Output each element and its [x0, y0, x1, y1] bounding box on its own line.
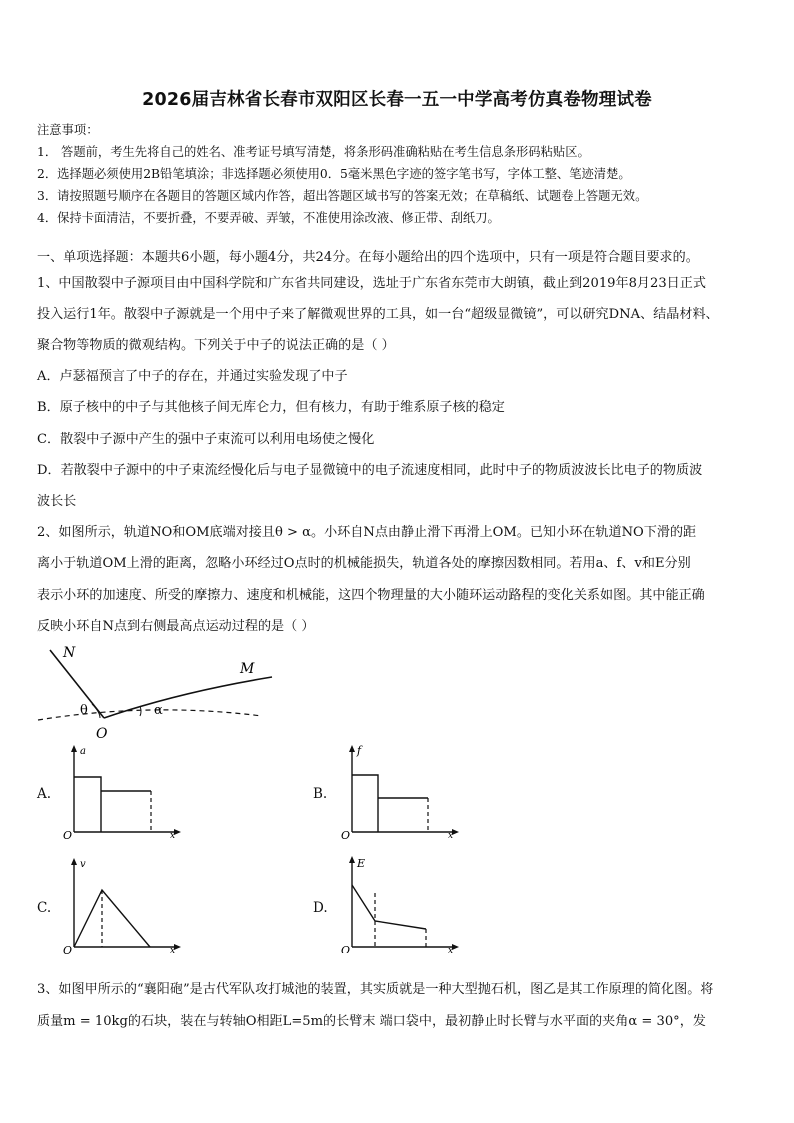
q2-line-4: 反映小环自N点到右侧最高点运动过程的是（ ）	[37, 619, 315, 634]
graph-c-xlabel: x	[170, 946, 176, 955]
notice-item-4: 4．保持卡面清洁，不要折叠，不要弄破、弄皱，不准使用涂改液、修正带、刮纸刀。	[37, 211, 500, 225]
graph-a-ylabel: a	[80, 746, 86, 757]
label-theta: θ	[80, 703, 88, 718]
q2-line-1: 2、如图所示，轨道NO和OM底端对接且θ > α。小环自N点由静止滑下再滑上OM。已知小环在轨道NO下滑的距	[37, 525, 697, 540]
section-heading: 一、单项选择题：本题共6小题，每小题4分，共24分。在每小题给出的四个选项中，只有一项是符合题目要求的。	[37, 250, 699, 265]
label-o: O	[96, 726, 108, 742]
graph-b-origin: O	[341, 829, 351, 842]
notice-item-1: 1． 答题前，考生先将自己的姓名、准考证号填写清楚，将条形码准确粘贴在考生信息条形码粘贴区。	[37, 145, 590, 159]
graph-d-option: D.	[313, 900, 328, 916]
q2-line-3: 表示小环的加速度、所受的摩擦力、速度和机械能，这四个物理量的大小随环运动路程的变化关系如图。其中能正确	[37, 588, 705, 603]
page-title: 2026届吉林省长春市双阳区长春一五一中学高考仿真卷物理试卷	[142, 90, 652, 110]
horizontal-dashed-line	[38, 710, 262, 720]
q1-line-2: 投入运行1年。散裂中子源就是一个用中子来了解微观世界的工具，如一台“超级显微镜”，可以研究DNA、结晶材料、	[37, 307, 719, 322]
notice-heading: 注意事项：	[37, 123, 99, 137]
graph-c-option: C.	[37, 900, 52, 916]
graph-d-xlabel: x	[448, 946, 454, 953]
graph-c-ylabel: v	[80, 859, 86, 870]
graph-a-xlabel: x	[170, 831, 176, 841]
q1-option-c: C．散裂中子源中产生的强中子束流可以利用电场使之慢化	[37, 432, 375, 447]
graph-c-origin: O	[63, 944, 73, 955]
q1-line-1: 1、中国散裂中子源项目由中国科学院和广东省共同建设，选址于广东省东莞市大朗镇，截止到2019年8月23日正式	[37, 276, 706, 291]
q3-line-1: 3、如图甲所示的“襄阳砲”是古代军队攻打城池的装置，其实质就是一种大型抛石机，图乙是其工作原理的简化图。将	[37, 982, 714, 997]
q3-line-2: 质量m = 10kg的石块，装在与转轴O相距L=5m的长臂末 端口袋中，最初静止时长臂与水平面的夹角α = 30°，发	[37, 1014, 706, 1029]
q1-option-d: D．若散裂中子源中的中子束流经慢化后与电子显微镜中的电子流速度相同，此时中子的物质波波长比电子的物质波	[37, 463, 703, 478]
q1-option-b: B．原子核中的中子与其他核子间无库仑力，但有核力，有助于维系原子核的稳定	[37, 400, 505, 415]
graph-c	[60, 855, 190, 955]
graph-a-origin: O	[63, 829, 73, 842]
graph-b-xlabel: x	[448, 831, 454, 841]
q2-line-2: 离小于轨道OM上滑的距离，忽略小环经过O点时的机械能损失，轨道各处的摩擦因数相同。若用a、f、v和E分别	[37, 556, 691, 571]
graph-b-option: B.	[313, 786, 328, 802]
q1-option-a: A．卢瑟福预言了中子的存在，并通过实验发现了中子	[37, 369, 348, 384]
label-m: M	[240, 661, 255, 677]
graph-d-origin: O	[341, 944, 351, 953]
label-n: N	[63, 645, 76, 661]
graph-a-option: A.	[37, 786, 52, 802]
alpha-arc	[140, 706, 141, 716]
graph-d-ylabel: E	[357, 857, 366, 870]
graph-b-ylabel: f	[357, 744, 362, 757]
notice-item-2: 2．选择题必须使用2B铅笔填涂；非选择题必须使用0．5毫米黑色字迹的签字笔书写，字体工整、笔迹清楚。	[37, 167, 631, 181]
graph-b	[338, 742, 468, 842]
q1-option-d-cont: 波长长	[37, 494, 77, 509]
label-alpha: α	[154, 703, 163, 718]
track-diagram	[30, 642, 290, 742]
notice-item-3: 3．请按照题号顺序在各题目的答题区域内作答，超出答题区域书写的答案无效；在草稿纸、试题卷上答题无效。	[37, 189, 648, 203]
track-om	[104, 677, 272, 718]
graph-a	[60, 742, 190, 842]
graph-d	[338, 853, 468, 953]
q1-line-3: 聚合物等物质的微观结构。下列关于中子的说法正确的是（ ）	[37, 338, 395, 353]
